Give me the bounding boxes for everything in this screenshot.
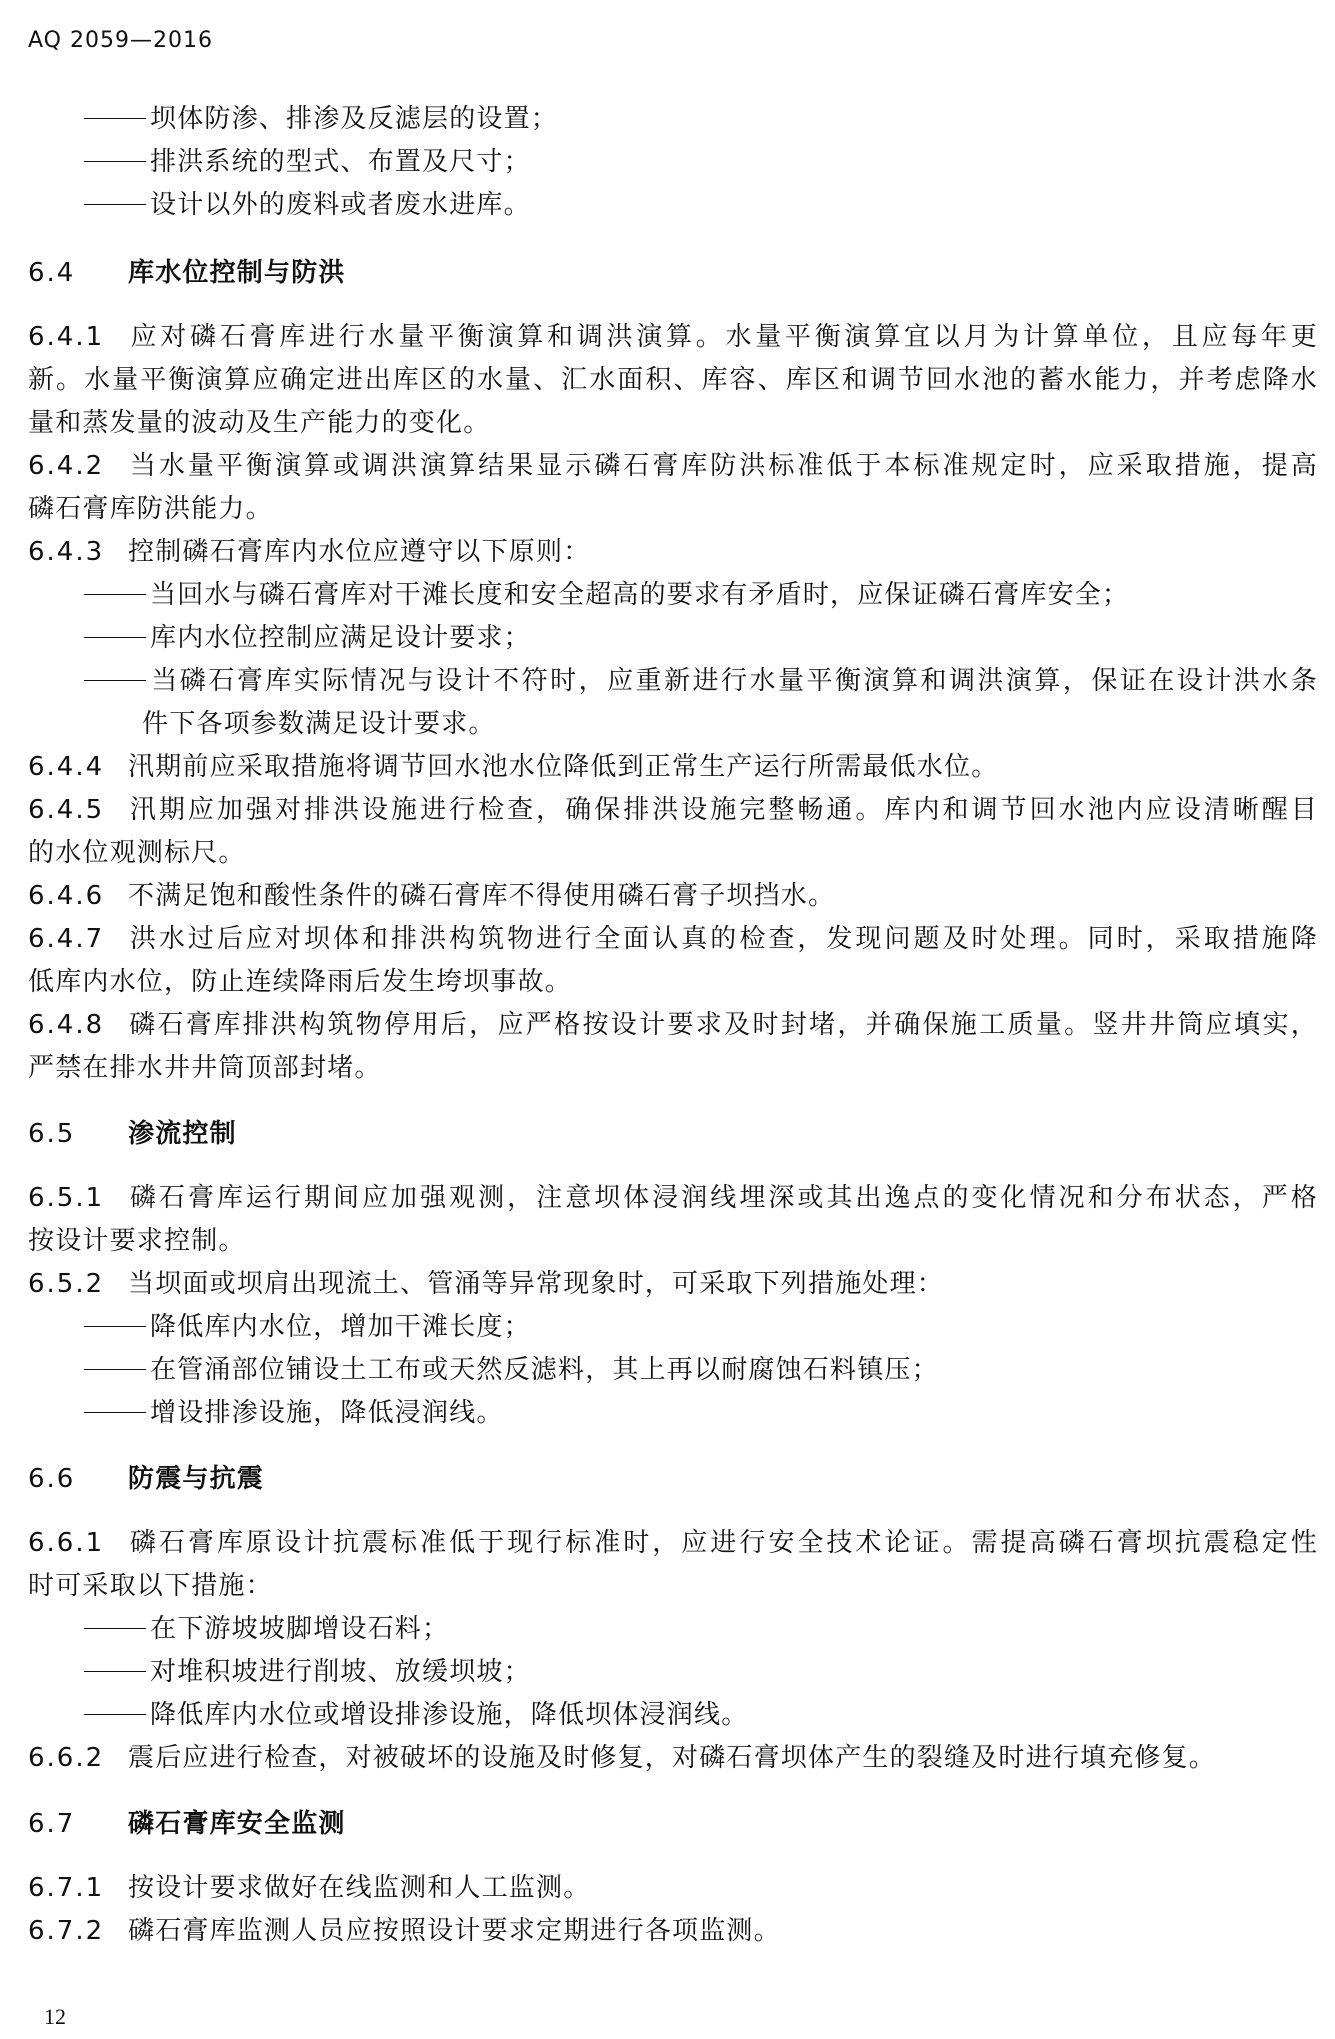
clause-continuation: [28, 967, 1318, 997]
page-number: 12: [44, 2004, 66, 2029]
list-item: [84, 1398, 1318, 1428]
clause-text: 汛期应加强对排洪设施进行检查，确保排洪设施完整畅通。库内和调节回水池内应设清晰醒目: [128, 795, 1318, 825]
clause: [28, 451, 1318, 481]
item-text: 件下各项参数满足设计要求。: [142, 709, 496, 739]
dash-mark: [84, 161, 146, 162]
list-item: [84, 623, 1318, 653]
clause: [28, 924, 1318, 954]
item-text: 设计以外的废料或者废水进库。: [150, 190, 531, 220]
clause-text: 时可采取以下措施：: [28, 1571, 273, 1601]
clause-text: 应对磷石膏库进行水量平衡演算和调洪演算。水量平衡演算宜以月为计算单位，且应每年更: [128, 322, 1318, 352]
clause-text: 控制磷石膏库内水位应遵守以下原则：: [128, 537, 591, 567]
item-text: 在下游坡坡脚增设石料；: [150, 1614, 450, 1644]
clause: [28, 752, 1318, 782]
clause-text: 量和蒸发量的波动及生产能力的变化。: [28, 408, 491, 438]
clause-text: 洪水过后应对坝体和排洪构筑物进行全面认真的检查，发现问题及时处理。同时，采取措施降: [128, 924, 1318, 954]
list-item: [84, 1614, 1318, 1644]
clause-number: 6.7.2: [28, 1916, 105, 1946]
dash-mark: [84, 1412, 146, 1413]
clause-continuation: [28, 408, 1318, 438]
clause-text: 磷石膏库防洪能力。: [28, 494, 273, 524]
clause-number: 6.5.1: [28, 1183, 105, 1213]
clause-text: 磷石膏库监测人员应按照设计要求定期进行各项监测。: [128, 1916, 781, 1946]
dash-mark: [84, 1628, 146, 1629]
list-item: [84, 1700, 1318, 1730]
clause-text: 当水量平衡演算或调洪演算结果显示磷石膏库防洪标准低于本标准规定时，应采取措施，提高: [128, 451, 1318, 481]
standard-code: AQ 2059—2016: [28, 28, 213, 53]
dash-mark: [84, 1369, 146, 1370]
list-item: [84, 1312, 1318, 1342]
clause-text: 新。水量平衡演算应确定进出库区的水量、汇水面积、库容、库区和调节回水池的蓄水能力，并考虑降水: [28, 365, 1318, 395]
item-text: 降低库内水位，增加干滩长度；: [150, 1312, 531, 1342]
section-number: 6.5: [28, 1119, 76, 1149]
item-text: 对堆积坡进行削坡、放缓坝坡；: [150, 1657, 531, 1687]
list-item: [84, 147, 1318, 177]
clause-number: 6.4.1: [28, 322, 105, 352]
clause-text: 当坝面或坝肩出现流土、管涌等异常现象时，可采取下列措施处理：: [128, 1269, 945, 1299]
clause: [28, 1528, 1318, 1558]
clause-number: 6.4.5: [28, 795, 105, 825]
list-item: [84, 190, 1318, 220]
clause-text: 磷石膏库原设计抗震标准低于现行标准时，应进行安全技术论证。需提高磷石膏坝抗震稳定性: [128, 1528, 1318, 1558]
clause-text: 不满足饱和酸性条件的磷石膏库不得使用磷石膏子坝挡水。: [128, 881, 836, 911]
section-number: 6.6: [28, 1464, 76, 1494]
clause-number: 6.7.1: [28, 1873, 105, 1903]
clause: [28, 1743, 1318, 1773]
clause: [28, 537, 1318, 567]
section-heading: [28, 258, 1318, 288]
section-number: 6.7: [28, 1809, 76, 1839]
list-item: [84, 666, 1318, 696]
item-text: 库内水位控制应满足设计要求；: [150, 623, 531, 653]
section-title: 防震与抗震: [128, 1464, 265, 1494]
clause-number: 6.6.2: [28, 1743, 105, 1773]
item-text: 增设排渗设施，降低浸润线。: [150, 1398, 504, 1428]
clause-continuation: [28, 365, 1318, 395]
clause-text: 按设计要求做好在线监测和人工监测。: [128, 1873, 591, 1903]
section-number: 6.4: [28, 258, 76, 288]
clause-number: 6.4.3: [28, 537, 105, 567]
clause-continuation: [28, 1053, 1318, 1083]
clause-continuation: [28, 1571, 1318, 1601]
dash-mark: [84, 1326, 146, 1327]
item-text: 当磷石膏库实际情况与设计不符时，应重新进行水量平衡演算和调洪演算，保证在设计洪水条: [150, 666, 1318, 696]
item-text: 当回水与磷石膏库对干滩长度和安全超高的要求有矛盾时，应保证磷石膏库安全；: [150, 580, 1130, 610]
clause: [28, 1183, 1318, 1213]
clause-text: 震后应进行检查，对被破坏的设施及时修复，对磷石膏坝体产生的裂缝及时进行填充修复。: [128, 1743, 1217, 1773]
dash-mark: [84, 1714, 146, 1715]
clause-number: 6.4.6: [28, 881, 105, 911]
clause-continuation: [28, 494, 1318, 524]
clause: [28, 1873, 1318, 1903]
clause-number: 6.4.2: [28, 451, 105, 481]
item-text: 降低库内水位或增设排渗设施，降低坝体浸润线。: [150, 1700, 749, 1730]
list-item: [84, 1657, 1318, 1687]
clause-continuation: [28, 1226, 1318, 1256]
clause: [28, 881, 1318, 911]
item-text: 坝体防渗、排渗及反滤层的设置；: [150, 104, 559, 134]
clause-text: 汛期前应采取措施将调节回水池水位降低到正常生产运行所需最低水位。: [128, 752, 999, 782]
clause-text: 低库内水位，防止连续降雨后发生垮坝事故。: [28, 967, 573, 997]
clause: [28, 1010, 1318, 1040]
clause-number: 6.4.8: [28, 1010, 105, 1040]
section-title: 磷石膏库安全监测: [128, 1809, 346, 1839]
clause-text: 磷石膏库排洪构筑物停用后，应严格按设计要求及时封堵，并确保施工质量。竖井井筒应填实，: [128, 1010, 1318, 1040]
clause-number: 6.5.2: [28, 1269, 105, 1299]
clause: [28, 795, 1318, 825]
clause-text: 磷石膏库运行期间应加强观测，注意坝体浸润线埋深或其出逸点的变化情况和分布状态，严格: [128, 1183, 1318, 1213]
clause-text: 的水位观测标尺。: [28, 838, 246, 868]
section-title: 库水位控制与防洪: [128, 258, 346, 288]
list-item-continuation: [142, 709, 1318, 739]
list-item: [84, 104, 1318, 134]
dash-mark: [84, 680, 146, 681]
dash-mark: [84, 1671, 146, 1672]
dash-mark: [84, 594, 146, 595]
clause: [28, 322, 1318, 352]
clause: [28, 1916, 1318, 1946]
clause-text: 按设计要求控制。: [28, 1226, 246, 1256]
list-item: [84, 580, 1318, 610]
item-text: 排洪系统的型式、布置及尺寸；: [150, 147, 531, 177]
dash-mark: [84, 637, 146, 638]
dash-mark: [84, 118, 146, 119]
clause-text: 严禁在排水井井筒顶部封堵。: [28, 1053, 382, 1083]
section-title: 渗流控制: [128, 1119, 237, 1149]
section-heading: [28, 1119, 1318, 1149]
section-heading: [28, 1464, 1318, 1494]
section-heading: [28, 1809, 1318, 1839]
dash-mark: [84, 204, 146, 205]
clause-number: 6.4.4: [28, 752, 105, 782]
clause-continuation: [28, 838, 1318, 868]
item-text: 在管涌部位铺设土工布或天然反滤料，其上再以耐腐蚀石料镇压；: [150, 1355, 939, 1385]
clause-number: 6.4.7: [28, 924, 105, 954]
clause: [28, 1269, 1318, 1299]
list-item: [84, 1355, 1318, 1385]
clause-number: 6.6.1: [28, 1528, 105, 1558]
